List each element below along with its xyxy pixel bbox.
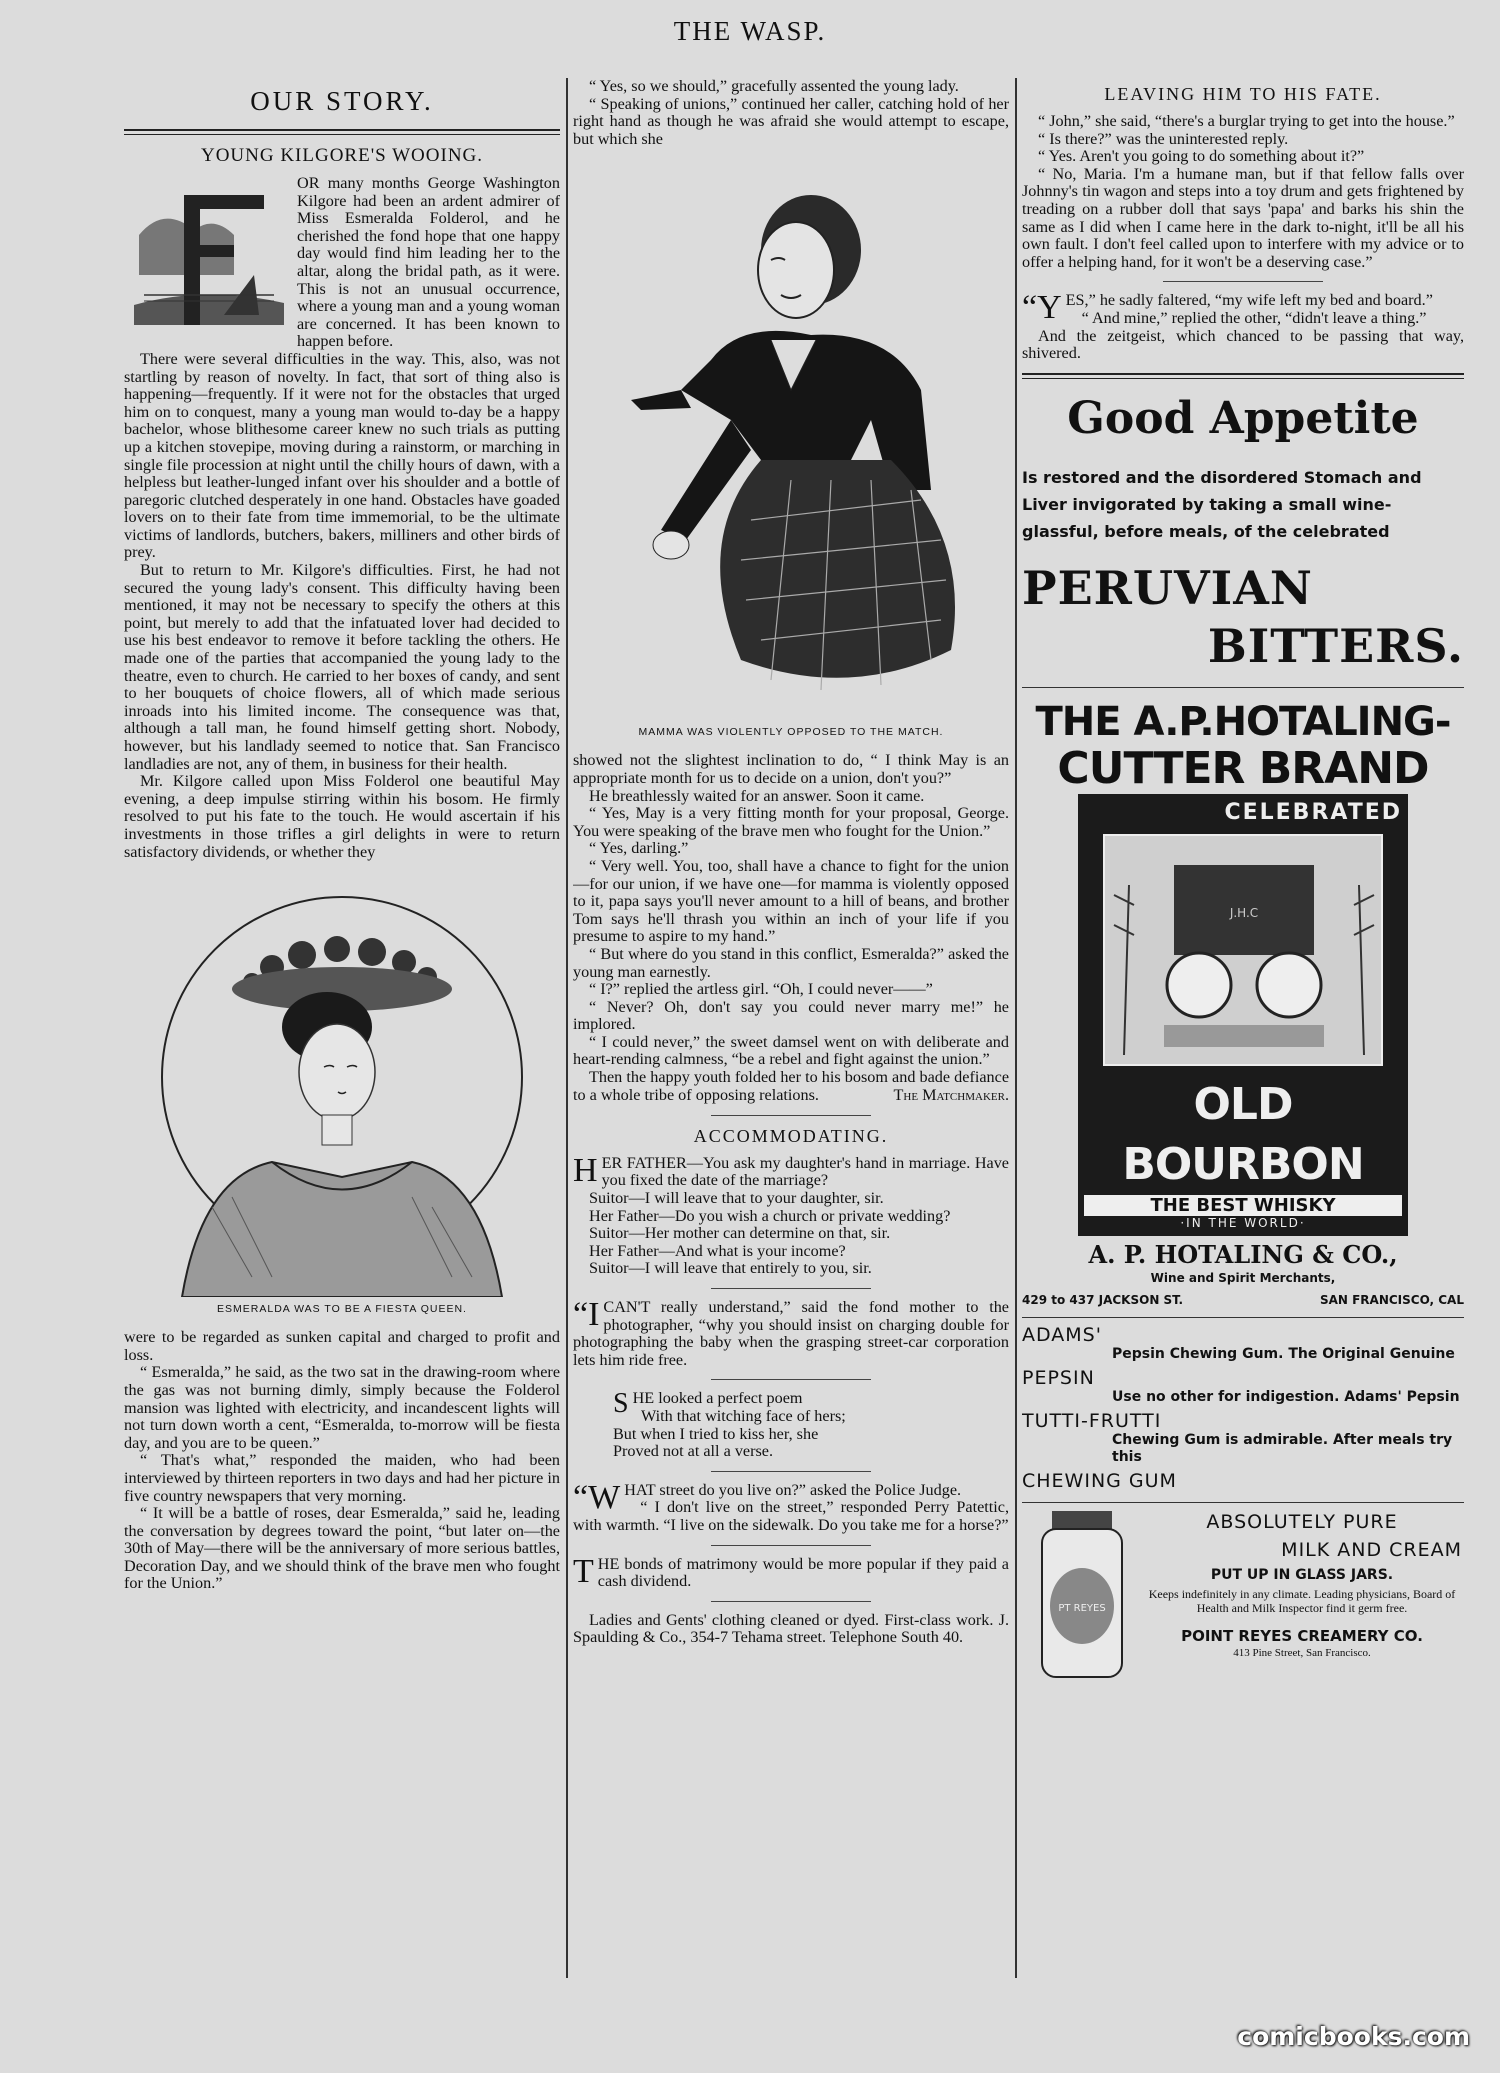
site-watermark: comicbooks.com — [1237, 2022, 1470, 2051]
adams-gum-ad — [1022, 1324, 1464, 1492]
column-2 — [573, 78, 1009, 1978]
double-rule — [1022, 373, 1464, 379]
double-rule — [124, 129, 560, 135]
ad-text: Use no other for indigestion. Adams' Pepsin — [1112, 1388, 1460, 1405]
story-paragraph: Mr. Kilgore called upon Miss Folderol one beautiful May evening, a deep impulse stirring within his bosom. He firmly resolved to put his fate to the touch. He would ascertain if his investments in those trifles a girl delights in were to return satisfactory dividends, or whether they — [124, 772, 560, 861]
drop-cap: H — [573, 1151, 598, 1189]
poem-line: Proved not at all a verse. — [613, 1442, 774, 1461]
ad-company: A. P. HOTALING & CO., — [1088, 1239, 1398, 1269]
esmeralda-illustration — [142, 877, 542, 1297]
ad-body: Is restored and the disordered Stomach and Liver invigorated by taking a small wine-glassful, before meals, of the celebrated — [1022, 467, 1422, 541]
story-signature: The Matchmaker. — [893, 1086, 1009, 1105]
ad-text: Pepsin Chewing Gum. The Original Genuine — [1112, 1345, 1455, 1362]
mamma-illustration — [591, 160, 991, 720]
divider — [711, 1601, 871, 1602]
ad-heading: TUTTI-FRUTTI — [1022, 1409, 1162, 1432]
masthead: THE WASP. — [673, 16, 827, 46]
story-paragraph: “ I could never,” the sweet damsel went on with deliberate and heart-rending calmness, “be a rebel and fight against the union.” — [573, 1032, 1009, 1069]
ad-line: ABSOLUTELY PURE — [1206, 1510, 1398, 1533]
drop-cap: “I — [573, 1296, 600, 1333]
ad-heading: PEPSIN — [1022, 1366, 1095, 1389]
drop-cap: S — [613, 1388, 629, 1420]
ad-brand-line1: THE A.P.HOTALING- — [1035, 698, 1451, 745]
story-paragraph: “ Yes, May is a very fitting month for your proposal, George. You were speaking of the brave men who fought for the Union.” — [573, 804, 1009, 840]
story-paragraph: OR many months George Washington Kilgore had been an ardent admirer of Miss Esmeralda Folderol, and he cherished the fond hope that one happy day would find him leading her to the altar, along the bridal path, as it were. This is not an unusual occurrence, where a young man and a young woman are concerned. It has been known to happen before. — [297, 174, 560, 351]
label-celebrated: CELEBRATED — [1224, 799, 1402, 825]
divider — [1022, 687, 1464, 688]
story-paragraph: “ Never? Oh, don't say you could never marry me!” he implored. — [573, 997, 1009, 1034]
joke-line: THE bonds of matrimony would be more popular if they paid a cash dividend. — [573, 1552, 1009, 1591]
joke-line: “ I don't live on the street,” responded Perry Patettic, with warmth. “I live on the sidewalk. Do you take me for a horse?” — [573, 1498, 1009, 1534]
divider — [711, 1471, 871, 1472]
ad-line: PUT UP IN GLASS JARS. — [1210, 1566, 1394, 1583]
glass-jar-illustration — [1032, 1511, 1132, 1681]
svg-text:J.H.C: J.H.C — [1229, 905, 1259, 920]
label-best-whisky: THE BEST WHISKY — [1084, 1195, 1402, 1216]
joke-title: LEAVING HIM TO HIS FATE. — [1104, 84, 1382, 104]
ad-subtitle: Wine and Spirit Merchants, — [1150, 1270, 1336, 1285]
peruvian-bitters-ad — [1022, 393, 1464, 673]
joke-line: And the zeitgeist, which chanced to be passing that way, shivered. — [1022, 326, 1464, 363]
joke-line: Suitor—Her mother can determine on that, sir. — [589, 1224, 891, 1243]
divider — [1163, 281, 1323, 282]
joke-line: “ Yes. Aren't you going to do something about it?” — [1038, 147, 1365, 166]
joke-line: “WHAT street do you live on?” asked the Police Judge. — [573, 1478, 962, 1516]
cleaning-notice: Ladies and Gents' clothing cleaned or dyed. First-class work. J. Spaulding & Co., 354-7 Tehama street. Telephone South 40. — [573, 1610, 1009, 1647]
drop-cap: “Y — [1022, 289, 1062, 327]
ad-address-city: SAN FRANCISCO, CAL — [1319, 1292, 1464, 1307]
joke-line: “ Is there?” was the uninterested reply. — [1038, 129, 1289, 148]
ad-brand-line1: PERUVIAN — [1022, 560, 1313, 615]
story-paragraph: He breathlessly waited for an answer. Soon it came. — [589, 786, 925, 805]
divider — [1022, 1317, 1464, 1318]
joke-photographer: “I CAN'T really understand,” said the fond mother to the photographer, “why you should insist on charging double for photographing the baby when the grasping street-car corporation lets him ride free. — [573, 1296, 1009, 1369]
ad-line: MILK AND CREAM — [1281, 1538, 1462, 1561]
story-paragraph: “ I?” replied the artless girl. “Oh, I could never——” — [589, 980, 933, 999]
ad-brand-line2: BITTERS. — [1207, 618, 1464, 673]
ad-brand-line2: CUTTER BRAND — [1057, 742, 1429, 794]
initial-f-illustration — [124, 175, 289, 335]
story-paragraph: There were several difficulties in the way. This, also, was not startling by reason of novelty. In fact, that sort of thing also is happening—frequently. If it were not for the obstacles that urged him on to conquest, many a young man would to-day be a happy bachelor, whose blithesome career knew no such trials as putting up a kitchen stovepipe, moving during a rainstorm, or marching in single file procession at night until the chilly hours of dawn, with a helpless but leather-lunged infant over his shoulder and a bottle of paregoric clutched desperately in one hand. Obstacles have goaded lovers on to their fate from time immemorial, to be the ultimate victims of landlords, butchers, bakers, milliners and other birds of prey. — [124, 349, 560, 562]
story-paragraph: “ But where do you stand in this conflict, Esmeralda?” asked the young man earnestly. — [573, 944, 1009, 981]
divider — [711, 1545, 871, 1546]
ad-heading: CHEWING GUM — [1022, 1469, 1177, 1492]
milk-cream-ad — [1022, 1511, 1464, 1701]
story-paragraph: “ Yes, darling.” — [589, 839, 689, 858]
illustration-caption: MAMMA WAS VIOLENTLY OPPOSED TO THE MATCH. — [638, 726, 944, 739]
label-old-bourbon: OLD BOURBON — [1122, 1078, 1364, 1190]
column-rule — [566, 78, 568, 1978]
story-paragraph: were to be regarded as sunken capital and charged to profit and loss. — [124, 1328, 560, 1364]
joke-line: “YES,” he sadly faltered, “my wife left my bed and board.” — [1022, 289, 1433, 327]
svg-text:PT REYES: PT REYES — [1058, 1602, 1106, 1614]
hotaling-whisky-ad — [1022, 700, 1464, 1307]
drop-cap: “W — [573, 1478, 621, 1516]
ad-heading: ADAMS' — [1022, 1323, 1102, 1346]
joke-line: Her Father—Do you wish a church or private wedding? — [589, 1206, 951, 1225]
divider — [711, 1115, 871, 1116]
story-paragraph: Then the happy youth folded her to his bosom and bade defiance to a whole tribe of opposing relations. — [573, 1068, 1009, 1104]
label-in-the-world: ·IN THE WORLD· — [1180, 1215, 1306, 1230]
story-paragraph: “ Speaking of unions,” continued her caller, catching hold of her right hand as though he was afraid she would attempt to escape, but which she — [573, 94, 1009, 148]
divider — [711, 1288, 871, 1289]
story-paragraph: “ Very well. You, too, shall have a chance to fight for the union—for our union, if we have one—for mamma is violently opposed to it, papa says you'll never amount to a hill of beans, and brother Tom says he'll thrash you within an inch of your life if you presume to aspire to my hand.” — [573, 856, 1009, 946]
story-title: YOUNG KILGORE'S WOOING. — [200, 145, 484, 166]
ad-line: Keeps indefinitely in any climate. Leading physicians, Board of Health and Milk Inspector find it germ free. — [1148, 1586, 1456, 1615]
ad-company: POINT REYES CREAMERY CO. — [1181, 1626, 1423, 1645]
column-1 — [124, 78, 560, 1978]
divider — [711, 1379, 871, 1380]
ad-text: Chewing Gum is admirable. After meals try this — [1112, 1431, 1453, 1465]
poem — [573, 1390, 1009, 1460]
story-paragraph: “ It will be a battle of roses, dear Esmeralda,” said he, leading the conversation by degrees toward the point, “but later on—the 30th of May—there will be the anniversary of more serious battles, Decoration Day, and we should think of the brave men who fought for the Union.” — [124, 1504, 560, 1593]
story-paragraph: “ Yes, so we should,” gracefully assented the young lady. — [589, 78, 959, 95]
ad-address — [1022, 1293, 1464, 1307]
story-paragraph: “ Esmeralda,” he said, as the two sat in the drawing-room where the gas was not burning dimly, simply because the Folderol mansion was lighted with electricity, and incandescent lights will not turn down worth a cent, “Esmeralda, to-morrow will be fiesta day, and you are to be queen.” — [124, 1363, 560, 1452]
joke-line: “ No, Maria. I'm a humane man, but if that fellow falls over Johnny's tin wagon and steps into a toy drum and gets frightened by treading on a rubber doll that says 'papa' and barks his shin the same as I did when I came here in the dark to-night, it'll be all his own fault. I don't feel called upon to interfere with my advice or to offer a helping hand, for it won't be a deserving case.” — [1022, 164, 1464, 271]
column-3 — [1022, 78, 1464, 2008]
barrel-illustration — [1084, 825, 1402, 1075]
ad-headline: Good Appetite — [1067, 392, 1419, 444]
joke-line: “ And mine,” replied the other, “didn't leave a thing.” — [1081, 308, 1427, 327]
poem-line: With that witching face of hers; — [641, 1406, 846, 1425]
joke-line: Suitor—I will leave that to your daughter, sir. — [589, 1189, 884, 1208]
story-paragraph: “ That's what,” responded the maiden, who had been interviewed by thirteen reporters in two days and had her picture in five country newspapers that very morning. — [124, 1451, 560, 1505]
section-title: OUR STORY. — [250, 86, 434, 116]
divider — [1022, 1502, 1464, 1503]
poem-line: SHE looked a perfect poem — [613, 1388, 803, 1420]
joke-line: “ John,” she said, “there's a burglar trying to get into the house.” — [1038, 112, 1455, 130]
whisky-label — [1078, 794, 1408, 1236]
joke-line: Suitor—I will leave that entirely to you, sir. — [589, 1259, 872, 1278]
drop-cap: T — [573, 1552, 594, 1590]
illustration-caption: ESMERALDA WAS TO BE A FIESTA QUEEN. — [217, 1303, 467, 1316]
joke-title: ACCOMMODATING. — [693, 1125, 889, 1146]
story-paragraph: But to return to Mr. Kilgore's difficulties. First, he had not secured the young lady's consent. This difficulty having been mentioned, it may not be necessary to specify the others at this point, but merely to add that the infatuated lover had decided to use his best endeavor to remove it before tackling the others. He made one of the parties that accompanied the young lady to the theatre, even to church. He carried to her boxes of candy, and sent to her bouquets of choice flowers, all of which made serious inroads into his limited income. The consequence was that, although a tall man, he found himself getting short. Nobody, however, but his landlady seemed to notice that. San Francisco landladies are not, any of them, in business for their health. — [124, 561, 560, 773]
poem-line: But when I tried to kiss her, she — [613, 1424, 819, 1443]
ad-address: 413 Pine Street, San Francisco. — [1233, 1646, 1371, 1659]
story-paragraph: showed not the slightest inclination to do, “ I think May is an appropriate month for us to decide on a union, don't you?” — [573, 751, 1009, 787]
ad-address-street: 429 to 437 JACKSON ST. — [1022, 1292, 1184, 1307]
column-rule — [1015, 78, 1017, 1978]
joke-line: HER FATHER—You ask my daughter's hand in marriage. Have you fixed the date of the marriage? — [573, 1151, 1009, 1190]
joke-line: Her Father—And what is your income? — [589, 1241, 846, 1260]
